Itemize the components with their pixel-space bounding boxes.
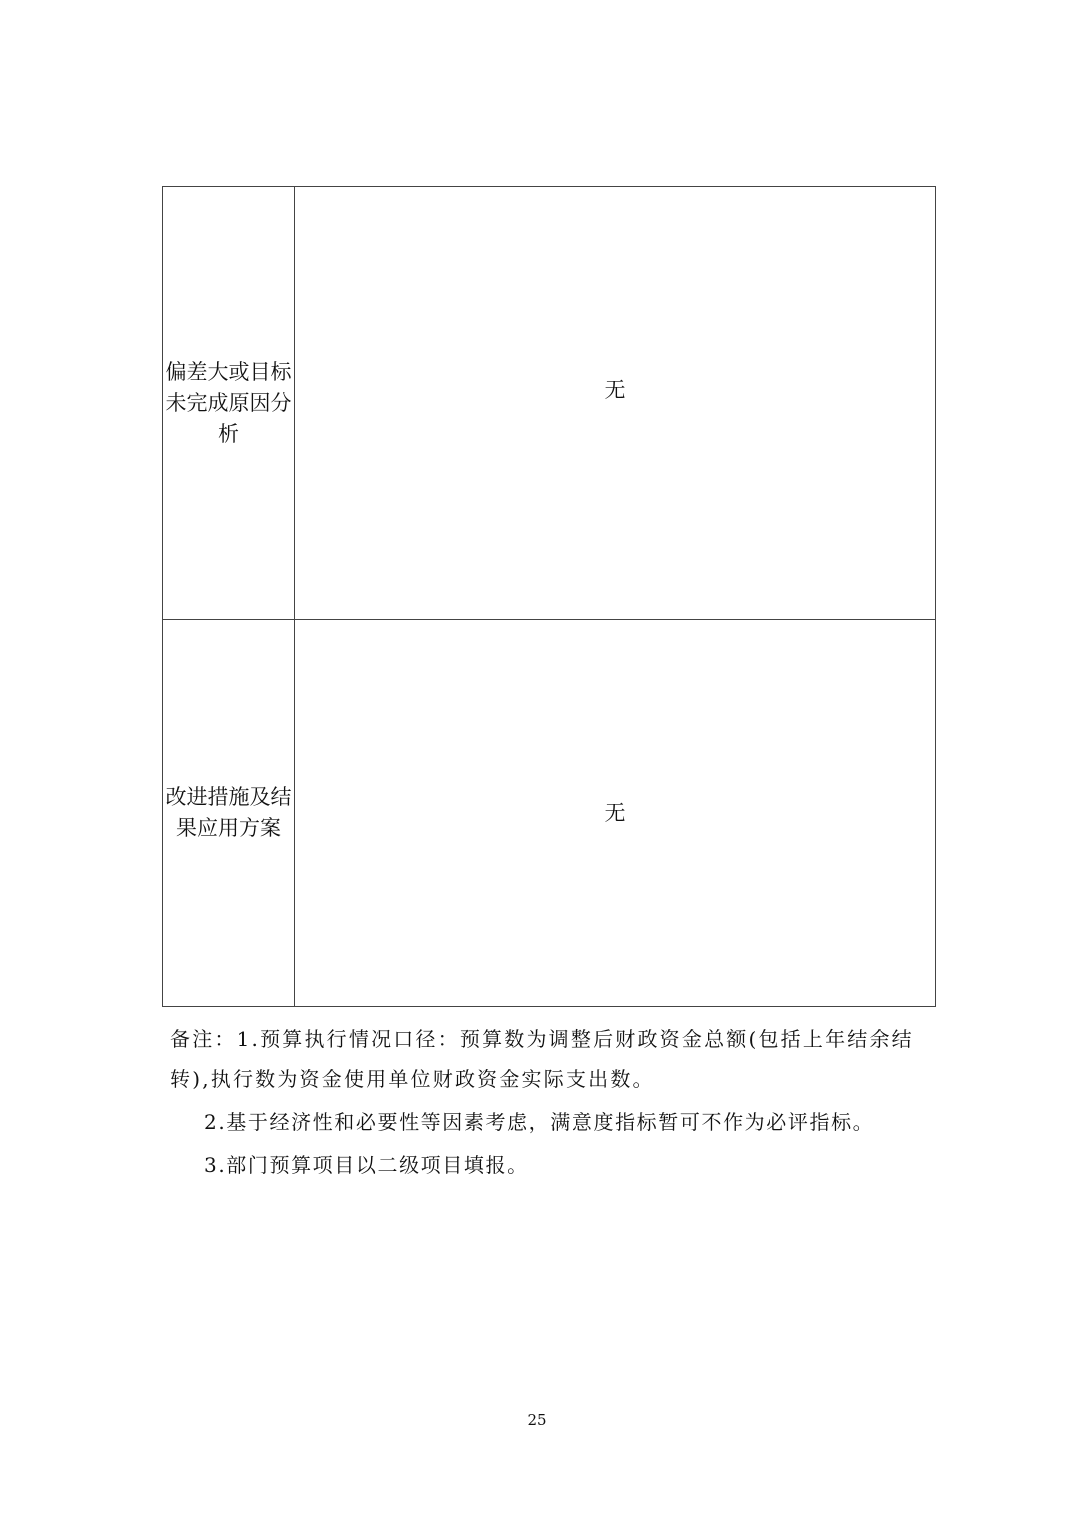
row-value-cell [295, 187, 936, 620]
table-row [163, 620, 936, 1007]
row-label-cell [163, 620, 295, 1007]
note-item-3: 3.部门预算项目以二级项目填报。 [204, 1153, 529, 1177]
improvement-measures-value: 无 [604, 800, 626, 825]
row-value-cell [295, 620, 936, 1007]
deviation-analysis-label: 偏差大或目标未完成原因分析 [165, 359, 292, 446]
note-item-2: 2.基于经济性和必要性等因素考虑，满意度指标暂可不作为必评指标。 [204, 1110, 875, 1134]
row-label-cell [163, 187, 295, 620]
page-number: 25 [527, 1411, 547, 1429]
notes-section [170, 1019, 918, 1185]
improvement-measures-label: 改进措施及结果应用方案 [165, 785, 292, 840]
evaluation-table [162, 186, 936, 1007]
table-row [163, 187, 936, 620]
note-item-1: 备注：1.预算执行情况口径：预算数为调整后财政资金总额(包括上年结余结转),执行数为资金使用单位财政资金实际支出数。 [170, 1027, 914, 1091]
deviation-analysis-value: 无 [604, 377, 626, 402]
